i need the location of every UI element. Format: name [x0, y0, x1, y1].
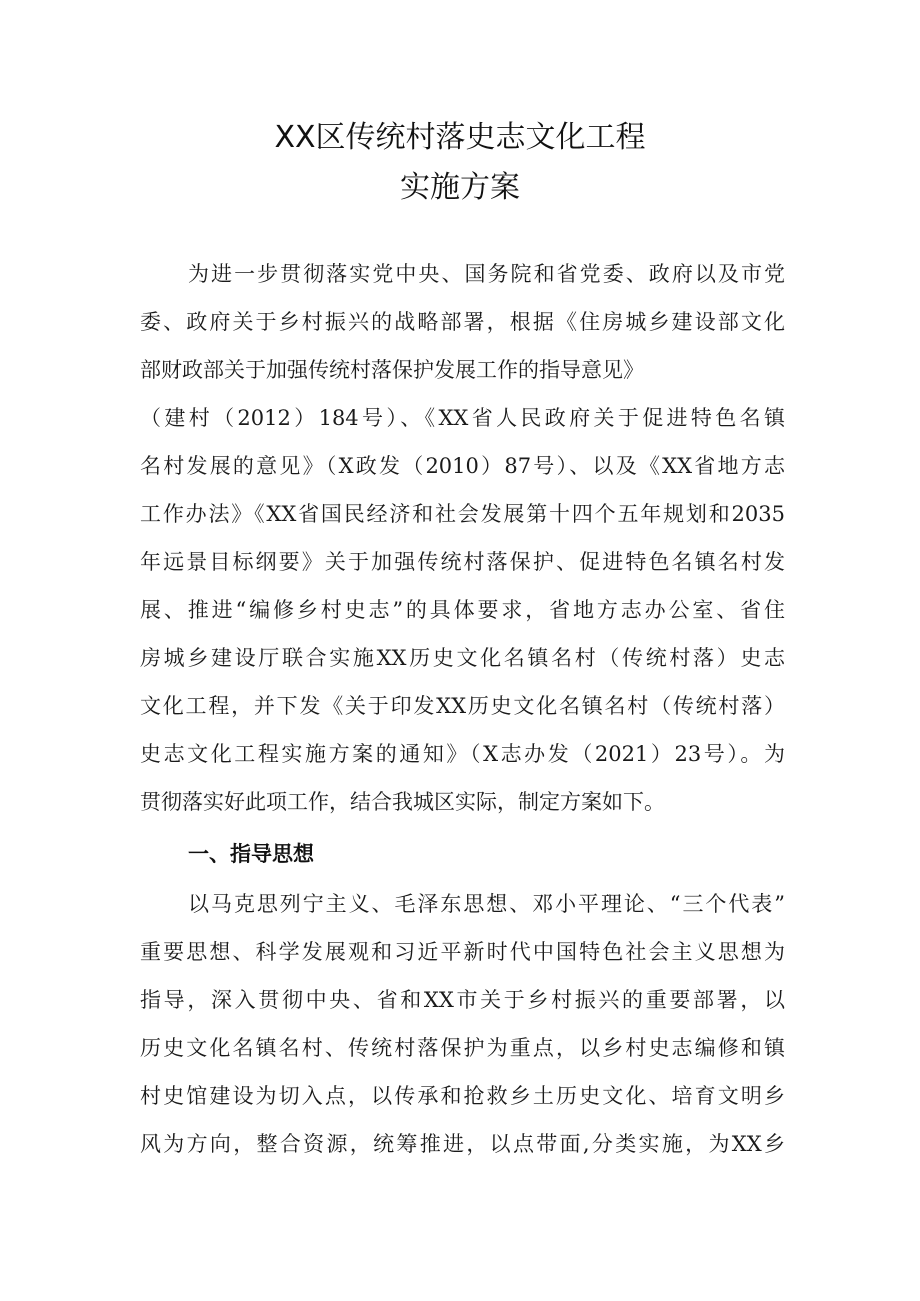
paragraph-1-line: 名村发展的意见》（X政发（2010）87号）、以及《XX省地方志 [140, 454, 785, 478]
paragraph-1-line: 展、推进“编修乡村史志”的具体要求，省地方志办公室、省住 [140, 598, 785, 622]
paragraph-1-line: 为进一步贯彻落实党中央、国务院和省党委、政府以及市党 [188, 262, 785, 286]
paragraph-2-line: 重要思想、科学发展观和习近平新时代中国特色社会主义思想为 [140, 940, 785, 964]
paragraph-2-line: 指导，深入贯彻中央、省和XX市关于乡村振兴的重要部署，以 [140, 988, 785, 1012]
document-title-line-1: XX区传统村落史志文化工程 [274, 120, 646, 155]
paragraph-1-line: 文化工程，并下发《关于印发XX历史文化名镇名村（传统村落） [140, 694, 785, 718]
paragraph-1-line: （建村（2012）184号）、《XX省人民政府关于促进特色名镇 [140, 406, 785, 430]
paragraph-1-line: 部财政部关于加强传统村落保护发展工作的指导意见》 [140, 358, 644, 382]
paragraph-1-line: 房城乡建设厅联合实施XX历史文化名镇名村（传统村落）史志 [140, 646, 785, 670]
paragraph-1-line: 委、政府关于乡村振兴的战略部署，根据《住房城乡建设部文化 [140, 310, 785, 334]
document-title-line-2: 实施方案 [400, 170, 520, 205]
paragraph-2-line: 以马克思列宁主义、毛泽东思想、邓小平理论、“三个代表” [188, 892, 785, 916]
paragraph-2-line: 风为方向，整合资源，统筹推进，以点带面,分类实施，为XX乡 [140, 1132, 785, 1156]
paragraph-2-line: 村史馆建设为切入点，以传承和抢救乡土历史文化、培育文明乡 [140, 1084, 785, 1108]
paragraph-2-line: 历史文化名镇名村、传统村落保护为重点，以乡村史志编修和镇 [140, 1036, 785, 1060]
paragraph-1-line: 史志文化工程实施方案的通知》（X志办发（2021）23号）。为 [140, 742, 785, 766]
paragraph-1-line: 工作办法》《XX省国民经济和社会发展第十四个五年规划和2035 [140, 502, 785, 526]
section-heading-guiding-ideology: 一、指导思想 [188, 842, 314, 866]
paragraph-1-line: 年远景目标纲要》关于加强传统村落保护、促进特色名镇名村发 [140, 550, 785, 574]
paragraph-1-line: 贯彻落实好此项工作，结合我城区实际，制定方案如下。 [140, 790, 665, 814]
